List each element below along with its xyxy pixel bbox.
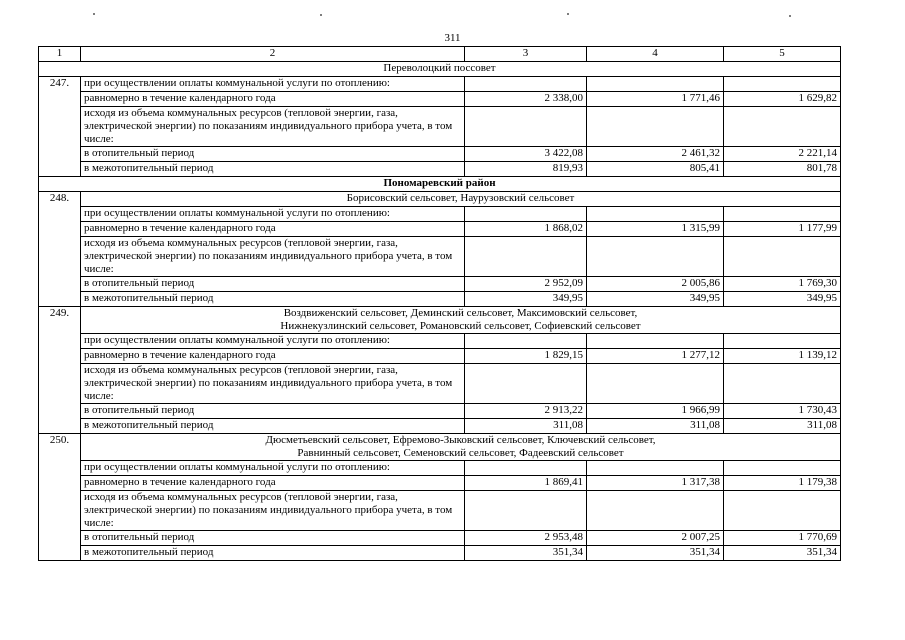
entry-number: 248. [39, 192, 81, 307]
row-label: исходя из объема коммунальных ресурсов (тепловой энергии, газа, электрической энергии) по показаниям индивидуального прибора учета, в том числе: [81, 107, 465, 147]
value-cell: 349,95 [587, 292, 724, 307]
value-cell: 1 730,43 [724, 404, 841, 419]
table-row [39, 92, 841, 107]
row-label: в межотопительный период [81, 162, 465, 177]
entry-title-line: Равнинный сельсовет, Семеновский сельсовет, Фадеевский сельсовет [297, 447, 624, 459]
empty-cell [587, 107, 724, 147]
empty-cell [724, 77, 841, 92]
value-cell: 1 868,02 [465, 222, 587, 237]
row-label: в межотопительный период [81, 419, 465, 434]
empty-cell [724, 107, 841, 147]
table-row [39, 307, 841, 334]
row-label: исходя из объема коммунальных ресурсов (тепловой энергии, газа, электрической энергии) по показаниям индивидуального прибора учета, в том числе: [81, 364, 465, 404]
value-cell: 351,34 [465, 546, 587, 561]
empty-cell [724, 207, 841, 222]
value-cell: 1 829,15 [465, 349, 587, 364]
tariff-table [38, 46, 841, 561]
value-cell: 1 315,99 [587, 222, 724, 237]
scan-speck [320, 14, 322, 16]
entry-title-line: Воздвиженский сельсовет, Деминский сельсовет, Максимовский сельсовет, [283, 307, 638, 319]
table-row [39, 349, 841, 364]
table-row [39, 334, 841, 349]
value-cell: 1 966,99 [587, 404, 724, 419]
table-row [39, 237, 841, 277]
row-label: при осуществлении оплаты коммунальной услуги по отоплению: [81, 461, 465, 476]
value-cell: 351,34 [724, 546, 841, 561]
section-row [39, 62, 841, 77]
page-number: 311 [444, 32, 461, 44]
empty-cell [587, 77, 724, 92]
value-cell: 311,08 [724, 419, 841, 434]
empty-cell [465, 364, 587, 404]
empty-cell [587, 491, 724, 531]
value-cell: 349,95 [724, 292, 841, 307]
table-row [39, 546, 841, 561]
header-cell: 4 [587, 47, 724, 62]
table-row [39, 207, 841, 222]
district-title: Пономаревский район [39, 177, 841, 192]
header-cell: 1 [39, 47, 81, 62]
value-cell: 1 277,12 [587, 349, 724, 364]
value-cell: 805,41 [587, 162, 724, 177]
row-label: при осуществлении оплаты коммунальной услуги по отоплению: [81, 77, 465, 92]
table-row [39, 107, 841, 147]
table-row [39, 461, 841, 476]
empty-cell [465, 237, 587, 277]
header-cell: 3 [465, 47, 587, 62]
table-row [39, 192, 841, 207]
table-row [39, 531, 841, 546]
entry-title: Борисовский сельсовет, Наурузовский сельсовет [81, 192, 841, 207]
value-cell: 2 007,25 [587, 531, 724, 546]
table-row [39, 434, 841, 461]
row-label: при осуществлении оплаты коммунальной услуги по отоплению: [81, 207, 465, 222]
empty-cell [587, 461, 724, 476]
value-cell: 2 221,14 [724, 147, 841, 162]
empty-cell [587, 237, 724, 277]
empty-cell [724, 461, 841, 476]
entry-title-line: Нижнекузлинский сельсовет, Романовский сельсовет, Софиевский сельсовет [280, 320, 641, 332]
section-title: Переволоцкий поссовет [39, 62, 841, 77]
row-label: равномерно в течение календарного года [81, 92, 465, 107]
row-label: при осуществлении оплаты коммунальной услуги по отоплению: [81, 334, 465, 349]
empty-cell [465, 207, 587, 222]
empty-cell [724, 491, 841, 531]
entry-title [81, 434, 841, 461]
value-cell: 2 005,86 [587, 277, 724, 292]
district-row [39, 177, 841, 192]
value-cell: 1 317,38 [587, 476, 724, 491]
value-cell: 1 629,82 [724, 92, 841, 107]
empty-cell [465, 334, 587, 349]
value-cell: 351,34 [587, 546, 724, 561]
row-label: равномерно в течение календарного года [81, 476, 465, 491]
empty-cell [465, 491, 587, 531]
table-row [39, 77, 841, 92]
entry-number: 249. [39, 307, 81, 434]
header-cell: 2 [81, 47, 465, 62]
value-cell: 349,95 [465, 292, 587, 307]
value-cell: 311,08 [465, 419, 587, 434]
row-label: равномерно в течение календарного года [81, 349, 465, 364]
entry-number: 247. [39, 77, 81, 177]
header-row [39, 47, 841, 62]
table-row [39, 404, 841, 419]
row-label: в отопительный период [81, 531, 465, 546]
header-cell: 5 [724, 47, 841, 62]
value-cell: 1 139,12 [724, 349, 841, 364]
value-cell: 311,08 [587, 419, 724, 434]
value-cell: 1 869,41 [465, 476, 587, 491]
table-row [39, 162, 841, 177]
empty-cell [587, 334, 724, 349]
table-row [39, 419, 841, 434]
table-row [39, 147, 841, 162]
table-row [39, 222, 841, 237]
value-cell: 1 179,38 [724, 476, 841, 491]
value-cell: 2 461,32 [587, 147, 724, 162]
scan-speck [789, 15, 791, 17]
row-label: в межотопительный период [81, 292, 465, 307]
table-row [39, 292, 841, 307]
empty-cell [724, 237, 841, 277]
value-cell: 3 422,08 [465, 147, 587, 162]
row-label: исходя из объема коммунальных ресурсов (тепловой энергии, газа, электрической энергии) по показаниям индивидуального прибора учета, в том числе: [81, 491, 465, 531]
empty-cell [587, 364, 724, 404]
table-row [39, 476, 841, 491]
entry-title [81, 307, 841, 334]
row-label: в отопительный период [81, 277, 465, 292]
empty-cell [724, 364, 841, 404]
value-cell: 1 177,99 [724, 222, 841, 237]
value-cell: 1 770,69 [724, 531, 841, 546]
scan-speck [93, 13, 95, 15]
empty-cell [465, 107, 587, 147]
value-cell: 2 338,00 [465, 92, 587, 107]
entry-number: 250. [39, 434, 81, 561]
value-cell: 801,78 [724, 162, 841, 177]
row-label: в отопительный период [81, 147, 465, 162]
row-label: в отопительный период [81, 404, 465, 419]
table-row [39, 277, 841, 292]
table-row [39, 491, 841, 531]
empty-cell [724, 334, 841, 349]
value-cell: 2 952,09 [465, 277, 587, 292]
entry-title-line: Дюсметьевский сельсовет, Ефремово-Зыковский сельсовет, Ключевский сельсовет, [265, 434, 656, 446]
row-label: в межотопительный период [81, 546, 465, 561]
value-cell: 2 913,22 [465, 404, 587, 419]
value-cell: 819,93 [465, 162, 587, 177]
scan-speck [567, 13, 569, 15]
value-cell: 2 953,48 [465, 531, 587, 546]
empty-cell [465, 77, 587, 92]
row-label: равномерно в течение календарного года [81, 222, 465, 237]
value-cell: 1 769,30 [724, 277, 841, 292]
value-cell: 1 771,46 [587, 92, 724, 107]
empty-cell [465, 461, 587, 476]
table-row [39, 364, 841, 404]
row-label: исходя из объема коммунальных ресурсов (тепловой энергии, газа, электрической энергии) по показаниям индивидуального прибора учета, в том числе: [81, 237, 465, 277]
empty-cell [587, 207, 724, 222]
